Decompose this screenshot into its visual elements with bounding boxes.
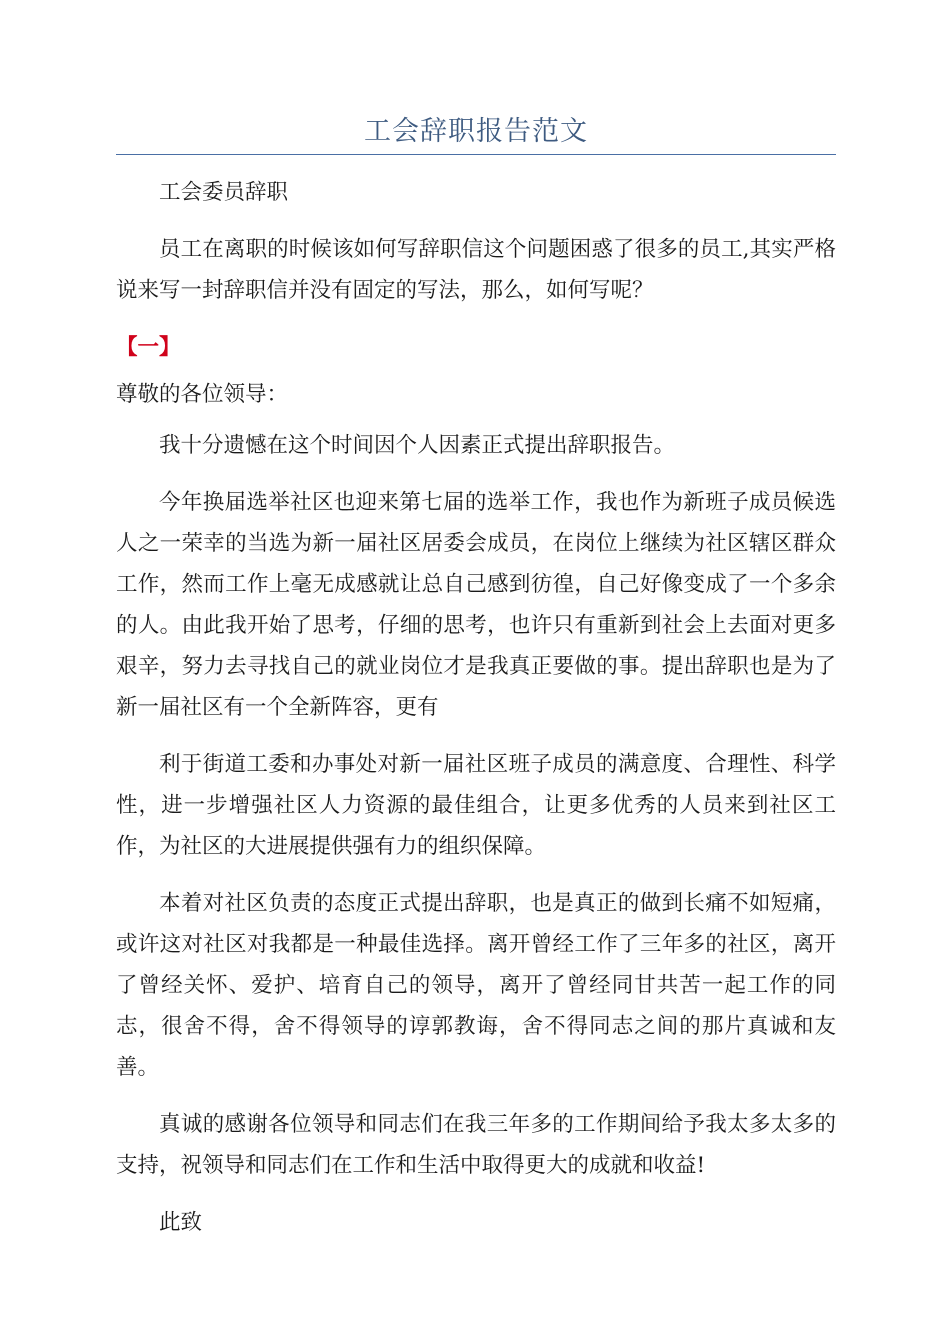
body-paragraph: 今年换届选举社区也迎来第七届的选举工作，我也作为新班子成员候选人之一荣幸的当选为新一届社区居委会成员，在岗位上继续为社区辖区群众工作，然而工作上毫无成感就让总自己感到彷徨，自己好像变成了一个多余的人。由此我开始了思考，仔细的思考，也许只有重新到社会上去面对更多艰辛，努力去寻找自己的就业岗位才是我真正要做的事。提出辞职也是为了新一届社区有一个全新阵容，更有 [116, 490, 836, 720]
body-paragraph: 真诚的感谢各位领导和同志们在我三年多的工作期间给予我太多太多的支持，祝领导和同志们在工作和生活中取得更大的成就和收益! [116, 1112, 836, 1178]
body-paragraph: 我十分遗憾在这个时间因个人因素正式提出辞职报告。 [159, 433, 676, 458]
section-one-label: 【一】 [116, 335, 181, 360]
title-underline [116, 154, 836, 155]
intro-heading: 工会委员辞职 [159, 180, 289, 205]
document-body [116, 172, 836, 1259]
closing-phrase: 此致 [159, 1210, 203, 1235]
document-page [116, 0, 836, 1344]
body-paragraph: 利于街道工委和办事处对新一届社区班子成员的满意度、合理性、科学性，进一步增强社区人力资源的最佳组合，让更多优秀的人员来到社区工作，为社区的大进展提供强有力的组织保障。 [116, 752, 836, 859]
salutation: 尊敬的各位领导： [116, 382, 289, 407]
document-title: 工会辞职报告范文 [364, 116, 588, 147]
body-paragraph: 本着对社区负责的态度正式提出辞职，也是真正的做到长痛不如短痛，或许这对社区对我都是一种最佳选择。离开曾经工作了三年多的社区，离开了曾经关怀、爱护、培育自己的领导，离开了曾经同甘共苦一起工作的同志，很舍不得，舍不得领导的谆郭教诲，舍不得同志之间的那片真诚和友善。 [116, 891, 836, 1080]
intro-paragraph: 员工在离职的时候该如何写辞职信这个问题困惑了很多的员工,其实严格说来写一封辞职信并没有固定的写法，那么，如何写呢？ [116, 237, 836, 303]
